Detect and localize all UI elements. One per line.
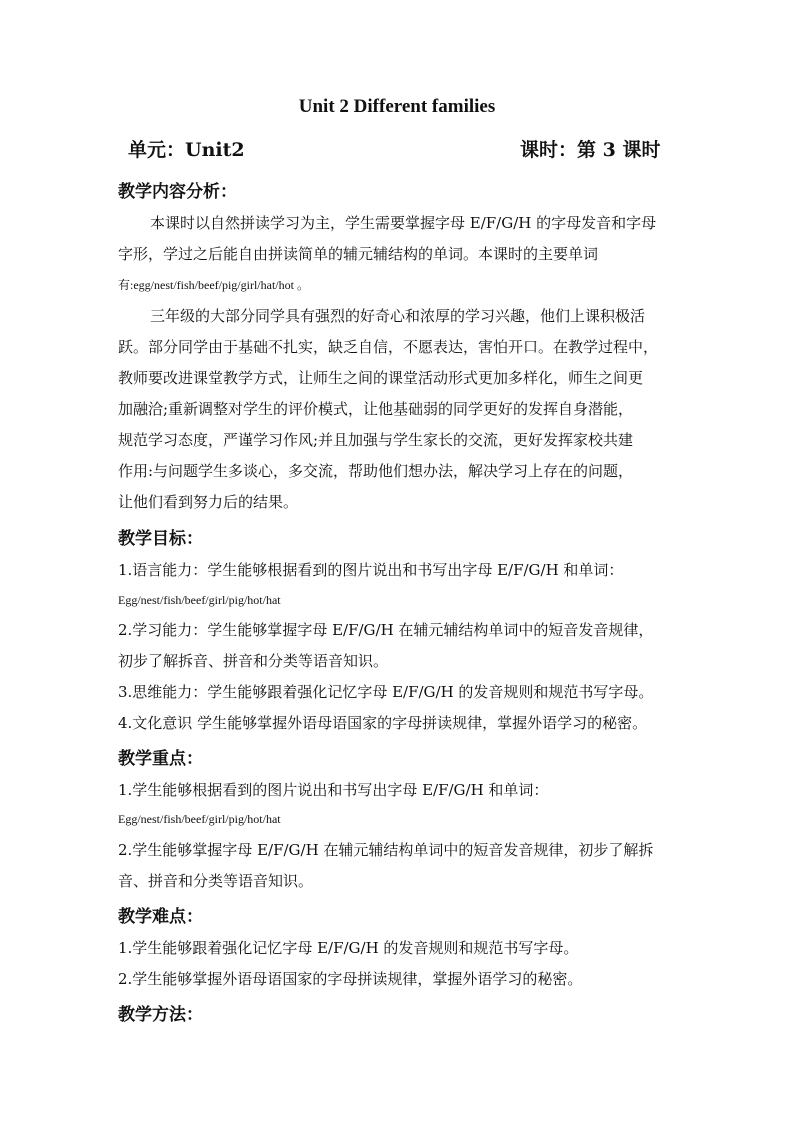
section-heading-content-analysis: 教学内容分析：	[118, 182, 237, 202]
objective-4: 4.文化意识 学生能够掌握外语母语国家的字母拼读规律，掌握外语学习的秘密。	[118, 714, 648, 732]
content-analysis-p2-line3: 教师要改进课堂教学方式，让师生之间的课堂活动形式更加多样化，师生之间更	[118, 369, 644, 387]
objective-1-words: Egg/nest/fish/beef/girl/pig/hot/hat	[118, 593, 281, 607]
section-heading-key-points: 教学重点：	[118, 749, 203, 769]
lesson-label: 课时：第 3 课时	[520, 139, 661, 161]
section-heading-methods: 教学方法：	[118, 1005, 203, 1025]
key-point-1: 1.学生能够根据看到的图片说出和书写出字母 E/F/G/H 和单词：	[118, 781, 549, 799]
objective-3: 3.思维能力：学生能够跟着强化记忆字母 E/F/G/H 的发音规则和规范书写字母。	[118, 683, 654, 701]
objective-2-line2: 初步了解拆音、拼音和分类等语音知识。	[118, 652, 389, 670]
unit-label: 单元：Unit2	[128, 139, 245, 161]
objective-1: 1.语言能力：学生能够根据看到的图片说出和书写出字母 E/F/G/H 和单词：	[118, 561, 624, 579]
content-analysis-p1-line2: 字形，学过之后能自由拼读简单的辅元辅结构的单词。本课时的主要单词	[118, 245, 599, 263]
content-analysis-p2-line7: 让他们看到努力后的结果。	[118, 493, 299, 511]
objective-2-line1: 2.学习能力：学生能够掌握字母 E/F/G/H 在辅元辅结构单词中的短音发音规律，	[118, 621, 654, 639]
key-point-2-line1: 2.学生能够掌握字母 E/F/G/H 在辅元辅结构单词中的短音发音规律，初步了解拆	[118, 841, 654, 859]
content-analysis-p1-line1: 本课时以自然拼读学习为主，学生需要掌握字母 E/F/G/H 的字母发音和字母	[150, 214, 657, 232]
difficulty-2: 2.学生能够掌握外语母语国家的字母拼读规律，掌握外语学习的秘密。	[118, 970, 583, 988]
content-analysis-p2-line5: 规范学习态度，严谨学习作风;并且加强与学生家长的交流，更好发挥家校共建	[118, 431, 634, 449]
section-heading-objectives: 教学目标：	[118, 529, 203, 549]
difficulty-1: 1.学生能够跟着强化记忆字母 E/F/G/H 的发音规则和规范书写字母。	[118, 939, 579, 957]
content-analysis-p2-line6: 作用:与问题学生多谈心，多交流，帮助他们想办法，解决学习上存在的问题，	[118, 462, 634, 480]
key-point-2-line2: 音、拼音和分类等语音知识。	[118, 872, 314, 890]
content-analysis-p1-line3: 有:egg/nest/fish/beef/pig/girl/hat/hot 。	[118, 278, 309, 292]
content-analysis-p2-line4: 加融洽;重新调整对学生的评价模式，让他基础弱的同学更好的发挥自身潜能，	[118, 400, 634, 418]
content-analysis-p2-line1: 三年级的大部分同学具有强烈的好奇心和浓厚的学习兴趣，他们上课积极活	[150, 307, 646, 325]
key-point-1-words: Egg/nest/fish/beef/girl/pig/hot/hat	[118, 812, 281, 826]
content-analysis-p2-line2: 跃。部分同学由于基础不扎实，缺乏自信，不愿表达，害怕开口。在教学过程中，	[118, 338, 659, 356]
document-title: Unit 2 Different families	[298, 96, 496, 117]
section-heading-difficulties: 教学难点：	[118, 907, 203, 927]
